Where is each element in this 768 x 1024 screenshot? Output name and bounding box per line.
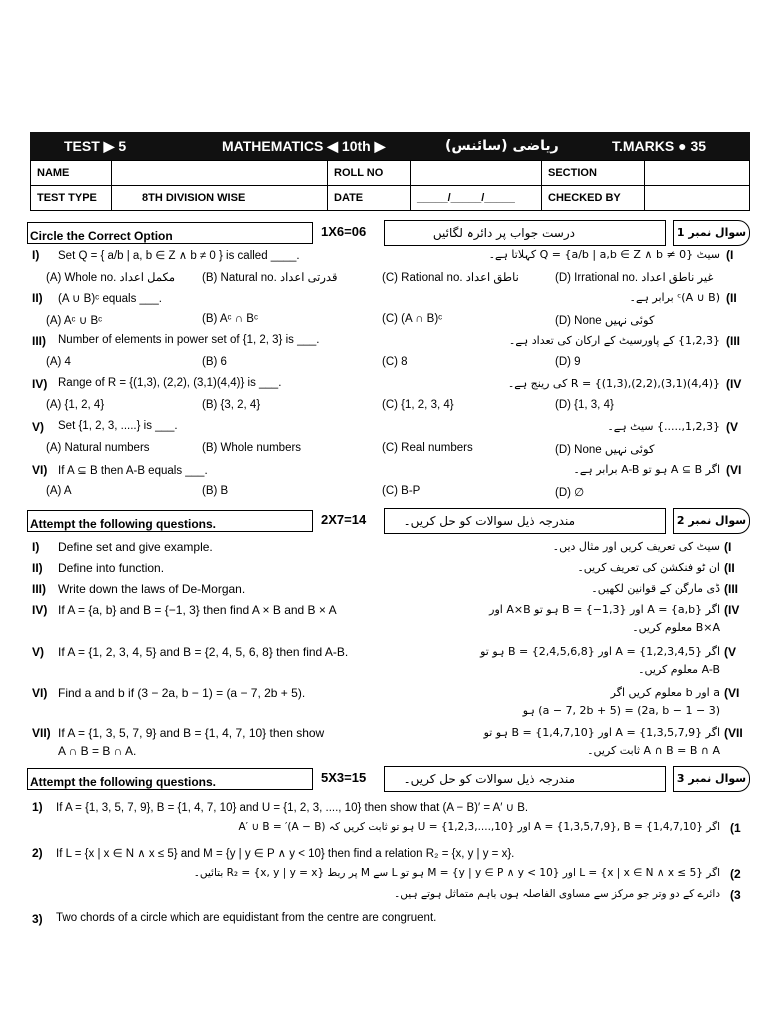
section-1-urdu: درست جواب پر دائرہ لگائیں (384, 220, 666, 246)
section-1-label: Circle the Correct Option (27, 222, 313, 244)
section-1-marks: 1X6=06 (321, 224, 367, 239)
mcq-option: (C) 8 (382, 356, 408, 368)
short-question-urdu-cont: A ∩ B = B ∩ A ثابت کریں۔ (587, 744, 720, 757)
short-question: If A = {a, b} and B = {−1, 3} then find A × B and B × A (58, 603, 337, 617)
checked-by-label: CHECKED BY (542, 186, 645, 211)
mcq-number: II) (32, 291, 43, 305)
mcq-number-urdu: (VI (726, 463, 742, 477)
mcq-question-urdu: اگر A ⊆ B ہو تو A-B برابر ہے۔ (573, 463, 720, 476)
section-2-urdu: مندرجہ ذیل سوالات کو حل کریں۔ (384, 508, 666, 534)
mcq-option: (A) {1, 2, 4} (46, 399, 105, 411)
mcq-option: (B) Aᶜ ∩ Bᶜ (202, 313, 259, 325)
short-number-urdu: (I (724, 540, 732, 554)
mcq-option: (D) 9 (555, 356, 581, 368)
long-number-urdu: (2 (730, 867, 741, 881)
section-1-number: سوال نمبر 1 (673, 220, 750, 246)
mcq-option: (D) None کوئی نہیں (555, 315, 655, 327)
short-question-urdu: اگر A = {a,b} اور B = {−1,3} ہو تو A×B اور (489, 603, 720, 616)
mcq-number-urdu: (III (726, 334, 740, 348)
mcq-question: If A ⊆ B then A-B equals ___. (58, 465, 208, 477)
short-number-urdu: (VII (724, 726, 743, 740)
mcq-option: (B) {3, 2, 4} (202, 399, 261, 411)
short-question: Write down the laws of De-Morgan. (58, 582, 246, 596)
short-question-urdu-cont: B×A معلوم کریں۔ (632, 621, 720, 634)
short-number-urdu: (III (724, 582, 738, 596)
section-2-bar (27, 508, 750, 534)
mcq-option: (D) Irrational no. غیر ناطق اعداد (555, 272, 714, 284)
mcq-question-urdu: (A ∪ B)ᶜ برابر ہے۔ (629, 291, 720, 304)
long-question: If A = {1, 3, 5, 7, 9}, B = {1, 4, 7, 10} and U = {1, 2, 3, ...., 10} then show that (A − B)′ = A′ ∪ B. (56, 802, 529, 814)
mcq-question: Set {1, 2, 3, .....} is ___. (58, 420, 178, 432)
section-1-bar (27, 220, 750, 246)
name-label: NAME (31, 161, 112, 186)
mcq-option: (C) {1, 2, 3, 4} (382, 399, 454, 411)
date-value[interactable]: _____/_____/_____ (411, 186, 542, 211)
total-marks: T.MARKS ● 35 (612, 138, 707, 154)
section-3-label: Attempt the following questions. (27, 768, 313, 790)
section-3-urdu: مندرجہ ذیل سوالات کو حل کریں۔ (384, 766, 666, 792)
mcq-question: Number of elements in power set of {1, 2, 3} is ___. (58, 334, 320, 346)
mcq-number: VI) (32, 463, 48, 477)
short-number: VI) (32, 686, 48, 700)
section-3-bar (27, 766, 750, 792)
section-3-number: سوال نمبر 3 (673, 766, 750, 792)
short-question-urdu-cont: (3 − 2a, b − 1) = (a − 7, 2b + 5) ہو (522, 704, 720, 717)
section-2-label: Attempt the following questions. (27, 510, 313, 532)
date-label: DATE (328, 186, 411, 211)
roll-no-field[interactable] (411, 161, 542, 186)
mcq-number: IV) (32, 377, 48, 391)
short-number: I) (32, 540, 40, 554)
roll-no-label: ROLL NO (328, 161, 411, 186)
test-number: TEST ▶ 5 (64, 138, 127, 154)
long-question-urdu: دائرے کے دو وتر جو مرکز سے مساوی الفاصلہ ہوں باہم متماثل ہوتے ہیں۔ (394, 888, 720, 900)
short-question-cont: A ∩ B = B ∩ A. (58, 744, 137, 758)
short-number: V) (32, 645, 44, 659)
test-type-value: 8TH DIVISION WISE (112, 186, 328, 211)
mcq-question: (A ∪ B)ᶜ equals ___. (58, 293, 162, 305)
section-label: SECTION (542, 161, 645, 186)
short-question-urdu: اگر A = {1,2,3,4,5} اور B = {2,4,5,6,8} ہو تو (480, 645, 720, 658)
mcq-option: (B) 6 (202, 356, 227, 368)
short-question: Find a and b if (3 − 2a, b − 1) = (a − 7, 2b + 5). (58, 686, 306, 700)
mcq-question-urdu: {1,2,3,.....} سیٹ ہے۔ (607, 420, 720, 433)
section-field[interactable] (645, 161, 750, 186)
short-number-urdu: (IV (724, 603, 740, 617)
section-3-marks: 5X3=15 (321, 770, 367, 785)
short-number-urdu: (II (724, 561, 735, 575)
short-number: II) (32, 561, 43, 575)
mcq-question-urdu: {1,2,3} کے پاورسیٹ کے ارکان کی تعداد ہے۔ (508, 334, 720, 347)
mcq-option: (D) None کوئی نہیں (555, 444, 655, 456)
long-question: Two chords of a circle which are equidistant from the centre are congruent. (56, 912, 437, 924)
mcq-option: (A) A (46, 485, 72, 497)
short-question-urdu: اگر A = {1,3,5,7,9} اور B = {1,4,7,10} ہو تو (483, 726, 720, 739)
short-number: IV) (32, 603, 48, 617)
mcq-option: (A) 4 (46, 356, 71, 368)
long-number: 3) (32, 912, 43, 926)
mcq-option: (D) ∅ (555, 487, 585, 499)
section-2-number: سوال نمبر 2 (673, 508, 750, 534)
mcq-number: V) (32, 420, 44, 434)
mcq-number: III) (32, 334, 46, 348)
name-field[interactable] (112, 161, 328, 186)
mcq-option: (C) Rational no. ناطق اعداد (382, 272, 519, 284)
subject-title: MATHEMATICS ◀ 10th ▶ (222, 138, 386, 154)
mcq-number: I) (32, 248, 40, 262)
mcq-option: (B) Whole numbers (202, 442, 302, 454)
mcq-question: Set Q = { a/b | a, b ∈ Z ∧ b ≠ 0 } is called ____. (58, 250, 300, 262)
long-number-urdu: (1 (730, 821, 741, 835)
short-question: If A = {1, 3, 5, 7, 9} and B = {1, 4, 7, 10} then show (58, 726, 325, 740)
header-bar (30, 132, 750, 160)
mcq-number-urdu: (II (726, 291, 737, 305)
short-question-urdu: a اور b معلوم کریں اگر (610, 686, 720, 699)
short-question-urdu: ڈی مارگن کے قوانین لکھیں۔ (591, 582, 720, 595)
test-type-label: TEST TYPE (31, 186, 112, 211)
mcq-option: (C) B-P (382, 485, 421, 497)
short-question: If A = {1, 2, 3, 4, 5} and B = {2, 4, 5, 6, 8} then find A-B. (58, 645, 349, 659)
checked-by-field[interactable] (645, 186, 750, 211)
long-number-urdu: (3 (730, 888, 741, 902)
mcq-option: (A) Natural numbers (46, 442, 150, 454)
short-question: Define into function. (58, 561, 165, 575)
mcq-option: (C) Real numbers (382, 442, 473, 454)
short-number: III) (32, 582, 46, 596)
long-question-urdu: اگر A = {1,3,5,7,9}, B = {1,4,7,10} اور U = {1,2,3,....,10} ہو تو ثابت کریں کہ (A − B)′ = A′ ∪ B (238, 821, 720, 833)
subject-urdu: ریاضی (سائنس) (445, 138, 559, 154)
long-number: 1) (32, 800, 43, 814)
long-question: If L = {x | x ∈ N ∧ x ≤ 5} and M = {y | y ∈ P ∧ y < 10} then find a relation R₂ = {x, y | y = x}. (56, 848, 515, 860)
short-number-urdu: (VI (724, 686, 740, 700)
short-question-urdu-cont: A-B معلوم کریں۔ (638, 663, 720, 676)
mcq-question-urdu: سیٹ Q = {a/b | a,b ∈ Z ∧ b ≠ 0} کہلاتا ہے۔ (488, 248, 720, 261)
mcq-question-urdu: R = {(1,3),(2,2),(3,1)(4,4)} کی رینج ہے۔ (507, 377, 720, 390)
short-question-urdu: سیٹ کی تعریف کریں اور مثال دیں۔ (552, 540, 720, 553)
short-question-urdu: ان ٹو فنکشن کی تعریف کریں۔ (577, 561, 720, 574)
mcq-option: (B) Natural no. قدرتی اعداد (202, 272, 338, 284)
short-number-urdu: (V (724, 645, 736, 659)
long-question-urdu: اگر L = {x | x ∈ N ∧ x ≤ 5} اور M = {y | y ∈ P ∧ y < 10} ہو تو L سے M پر ربط R₂ = {x, y | y = x} بتائیں۔ (193, 867, 720, 879)
long-number: 2) (32, 846, 43, 860)
mcq-option: (A) Whole no. مکمل اعداد (46, 272, 175, 284)
mcq-option: (C) (A ∩ B)ᶜ (382, 313, 443, 325)
short-number: VII) (32, 726, 51, 740)
section-2-marks: 2X7=14 (321, 512, 367, 527)
mcq-option: (A) Aᶜ ∪ Bᶜ (46, 315, 103, 327)
mcq-number-urdu: (V (726, 420, 738, 434)
mcq-option: (B) B (202, 485, 229, 497)
short-question: Define set and give example. (58, 540, 213, 554)
mcq-option: (D) {1, 3, 4} (555, 399, 614, 411)
mcq-question: Range of R = {(1,3), (2,2), (3,1)(4,4)} is ___. (58, 377, 282, 389)
mcq-number-urdu: (I (726, 248, 734, 262)
student-info-table (30, 160, 750, 211)
mcq-number-urdu: (IV (726, 377, 742, 391)
